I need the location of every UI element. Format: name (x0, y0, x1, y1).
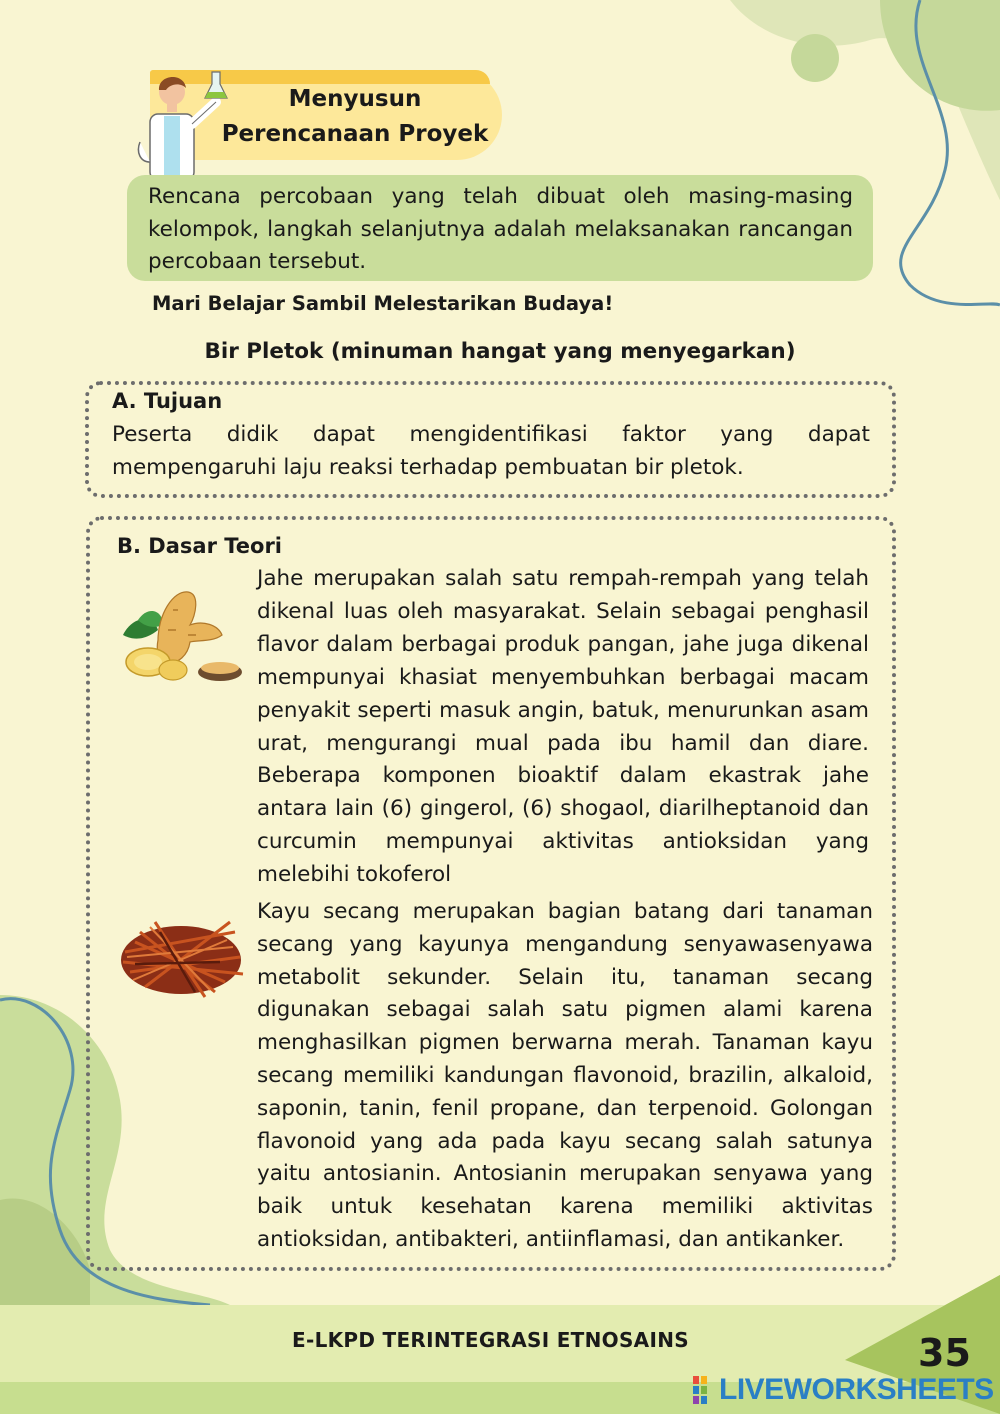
liveworksheets-brand-text: LIVEWORKSHEETS (719, 1373, 994, 1406)
section-b-heading: B. Dasar Teori (117, 534, 282, 558)
footer-title: E-LKPD TERINTEGRASI ETNOSAINS (292, 1328, 689, 1352)
paragraph-jahe: Jahe merupakan salah satu rempah-rempah yang telah dikenal luas oleh masyarakat. Selain sebagai penghasil flavor dalam berbagai produk pangan, jahe juga dikenal mempunyai khasiat menyembuhkan berbagai macam penyakit seperti masuk angin, batuk, menurunkan asam urat, mengurangi mual pada ibu hamil dan diare. Beberapa komponen bioaktif dalam ekastrak jahe antara lain (6) gingerol, (6) shogaol, diarilheptanoid dan curcumin mempunyai aktivitas antioksidan yang melebihi tokoferol (257, 566, 869, 888)
section-a-heading: A. Tujuan (112, 389, 223, 413)
page-title-line1: Menyusun (288, 86, 422, 112)
page-title-line2: Perencanaan Proyek (221, 121, 489, 147)
section-a-body: Peserta didik dapat mengidentifikasi faktor yang dapat mempengaruhi laju reaksi terhadap pembuatan bir pletok. (112, 422, 870, 480)
paragraph-secang: Kayu secang merupakan bagian batang dari tanaman secang yang kayunya mengandung senyawasenyawa metabolit sekunder. Selain itu, tanaman secang digunakan sebagai salah satu pigmen alami karena menghasilkan pigmen berwarna merah. Tanaman kayu secang memiliki kandungan flavonoid, brazilin, alkaloid, saponin, tanin, fenil propane, dan terpenoid. Golongan flavonoid yang ada pada kayu secang salah satunya yaitu antosianin. Antosianin merupakan senyawa yang baik untuk kesehatan karena memiliki aktivitas antioksidan, antibakteri, antiinflamasi, dan antikanker. (257, 899, 873, 1252)
liveworksheets-logo-icon (693, 1376, 715, 1404)
page-number: 35 (918, 1331, 971, 1375)
project-title: Bir Pletok (minuman hangat yang menyegarkan) (204, 339, 796, 364)
intro-box: Rencana percobaan yang telah dibuat oleh masing-masing kelompok, langkah selanjutnya adalah melaksanakan rancangan percobaan tersebut. (127, 175, 873, 281)
liveworksheets-logo[interactable] (693, 1372, 994, 1408)
subheading: Mari Belajar Sambil Melestarikan Budaya! (152, 292, 614, 315)
